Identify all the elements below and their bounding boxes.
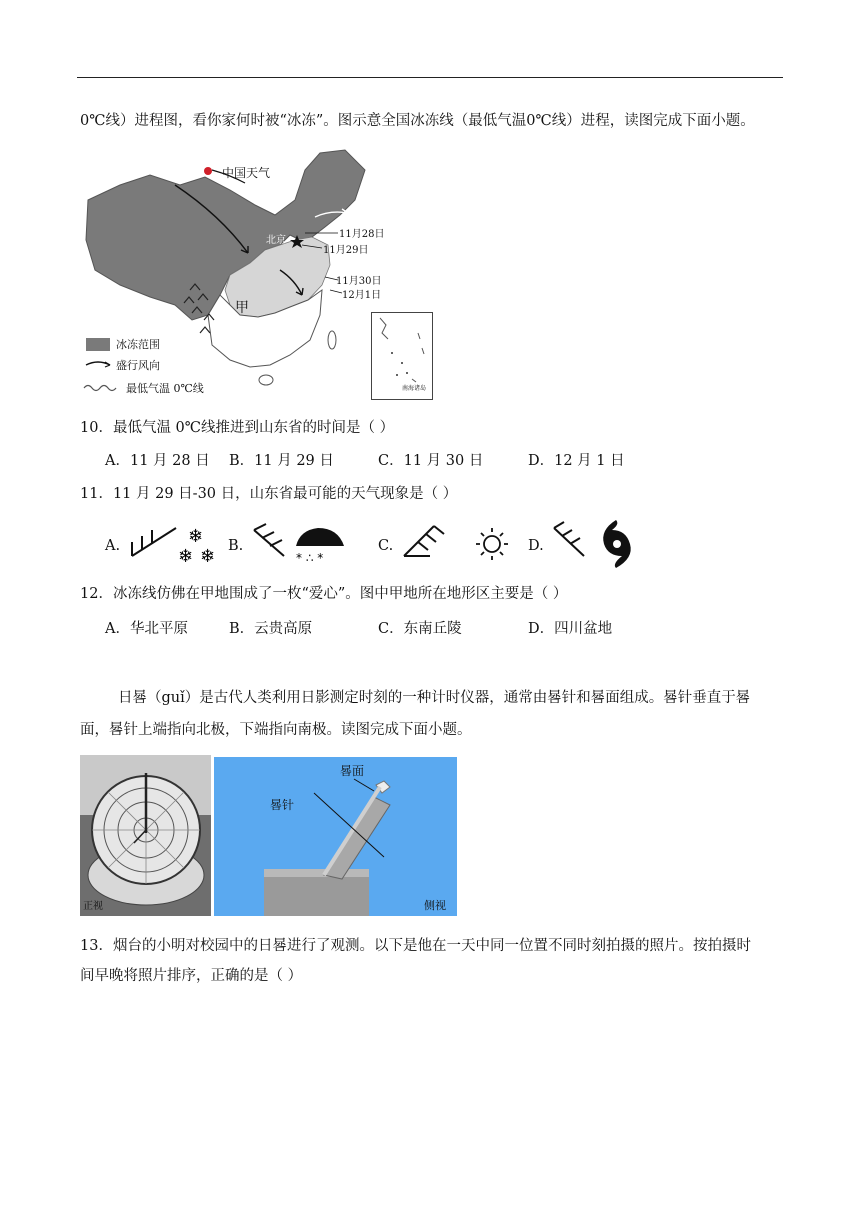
q12-option-a[interactable]: A．华北平原 <box>105 621 188 637</box>
needle-label: 晷针 <box>270 798 295 812</box>
weather-logo-icon <box>204 167 212 175</box>
taiwan-island <box>328 331 336 349</box>
q10-option-a[interactable]: A．11 月 28 日 <box>105 453 210 469</box>
inset-label: 南海诸岛 <box>402 385 427 392</box>
svg-text:❄: ❄ <box>188 526 204 547</box>
sundial-intro-line2: 面，晷针上端指向北极，下端指向南极。读图完成下面小题。 <box>80 722 472 738</box>
date-label-1: 11月28日 <box>339 229 385 240</box>
header-rule <box>77 77 783 78</box>
q11-stem: 11．11 月 29 日-30 日，山东省最可能的天气现象是（ ） <box>80 486 458 502</box>
sundial-intro-line1: 日晷（guǐ）是古代人类利用日影测定时刻的一种计时仪器，通常由晷针和晷面组成。晷针垂直于晷 <box>118 690 751 706</box>
svg-text:* ∴ *: * ∴ * <box>296 551 324 565</box>
q10-stem: 10．最低气温 0℃线推进到山东省的时间是（ ） <box>80 420 395 436</box>
beijing-label: 北京 <box>266 235 286 246</box>
map-brand-label: 中国天气 <box>222 166 271 180</box>
q11-option-d[interactable]: D. <box>528 538 544 554</box>
svg-text:❄: ❄ <box>200 546 216 566</box>
legend-wind-label: 盛行风向 <box>116 359 160 372</box>
side-view-label: 侧视 <box>424 899 446 912</box>
hainan-island <box>259 375 273 385</box>
wind-snow-icon <box>128 520 228 566</box>
south-china-sea-inset <box>371 312 433 400</box>
date-label-2: 11月29日 <box>323 245 369 256</box>
wind-sleet-icon <box>248 520 358 566</box>
date-label-3: 11月30日 <box>336 276 382 287</box>
q12-stem: 12．冰冻线仿佛在甲地围成了一枚“爱心”。图中甲地所在地形区主要是（ ） <box>80 586 568 602</box>
sundial-side-photo <box>214 757 457 916</box>
wind-typhoon-icon <box>550 516 640 570</box>
sundial-front-photo <box>80 755 211 916</box>
sundial-side-graphic <box>214 757 457 916</box>
q10-option-c[interactable]: C．11 月 30 日 <box>378 453 484 469</box>
q10-option-d[interactable]: D．12 月 1 日 <box>528 453 625 469</box>
q13-stem-line2: 间早晚将照片排序，正确的是（ ） <box>80 968 303 984</box>
legend-line-swatch <box>84 386 116 391</box>
svg-text:❄: ❄ <box>178 546 194 566</box>
legend-line-label: 最低气温 0℃线 <box>126 382 204 395</box>
jia-label: 甲 <box>235 300 249 316</box>
front-view-label: 正视 <box>83 901 103 912</box>
q11-option-b[interactable]: B. <box>228 538 244 554</box>
legend-frozen-swatch <box>86 338 110 351</box>
q11-option-a[interactable]: A. <box>105 538 121 554</box>
q12-option-b[interactable]: B．云贵高原 <box>229 621 313 637</box>
legend-frozen-label: 冰冻范围 <box>116 338 160 351</box>
q13-stem-line1: 13．烟台的小明对校园中的日晷进行了观测。以下是他在一天中同一位置不同时刻拍摄的照片。按拍摄时 <box>80 938 751 954</box>
q12-option-d[interactable]: D．四川盆地 <box>528 621 613 637</box>
q10-option-b[interactable]: B．11 月 29 日 <box>229 453 334 469</box>
date-label-4: 12月1日 <box>342 290 382 301</box>
wind-sunny-icon <box>400 520 520 566</box>
face-label: 晷面 <box>340 764 365 778</box>
q12-option-c[interactable]: C．东南丘陵 <box>378 621 462 637</box>
q11-option-c[interactable]: C. <box>378 538 394 554</box>
intro-text: 0℃线）进程图，看你家何时被“冰冻”。图示意全国冰冻线（最低气温0℃线）进程，读图完成下面小题。 <box>80 113 755 129</box>
sundial-front-graphic <box>80 755 211 916</box>
